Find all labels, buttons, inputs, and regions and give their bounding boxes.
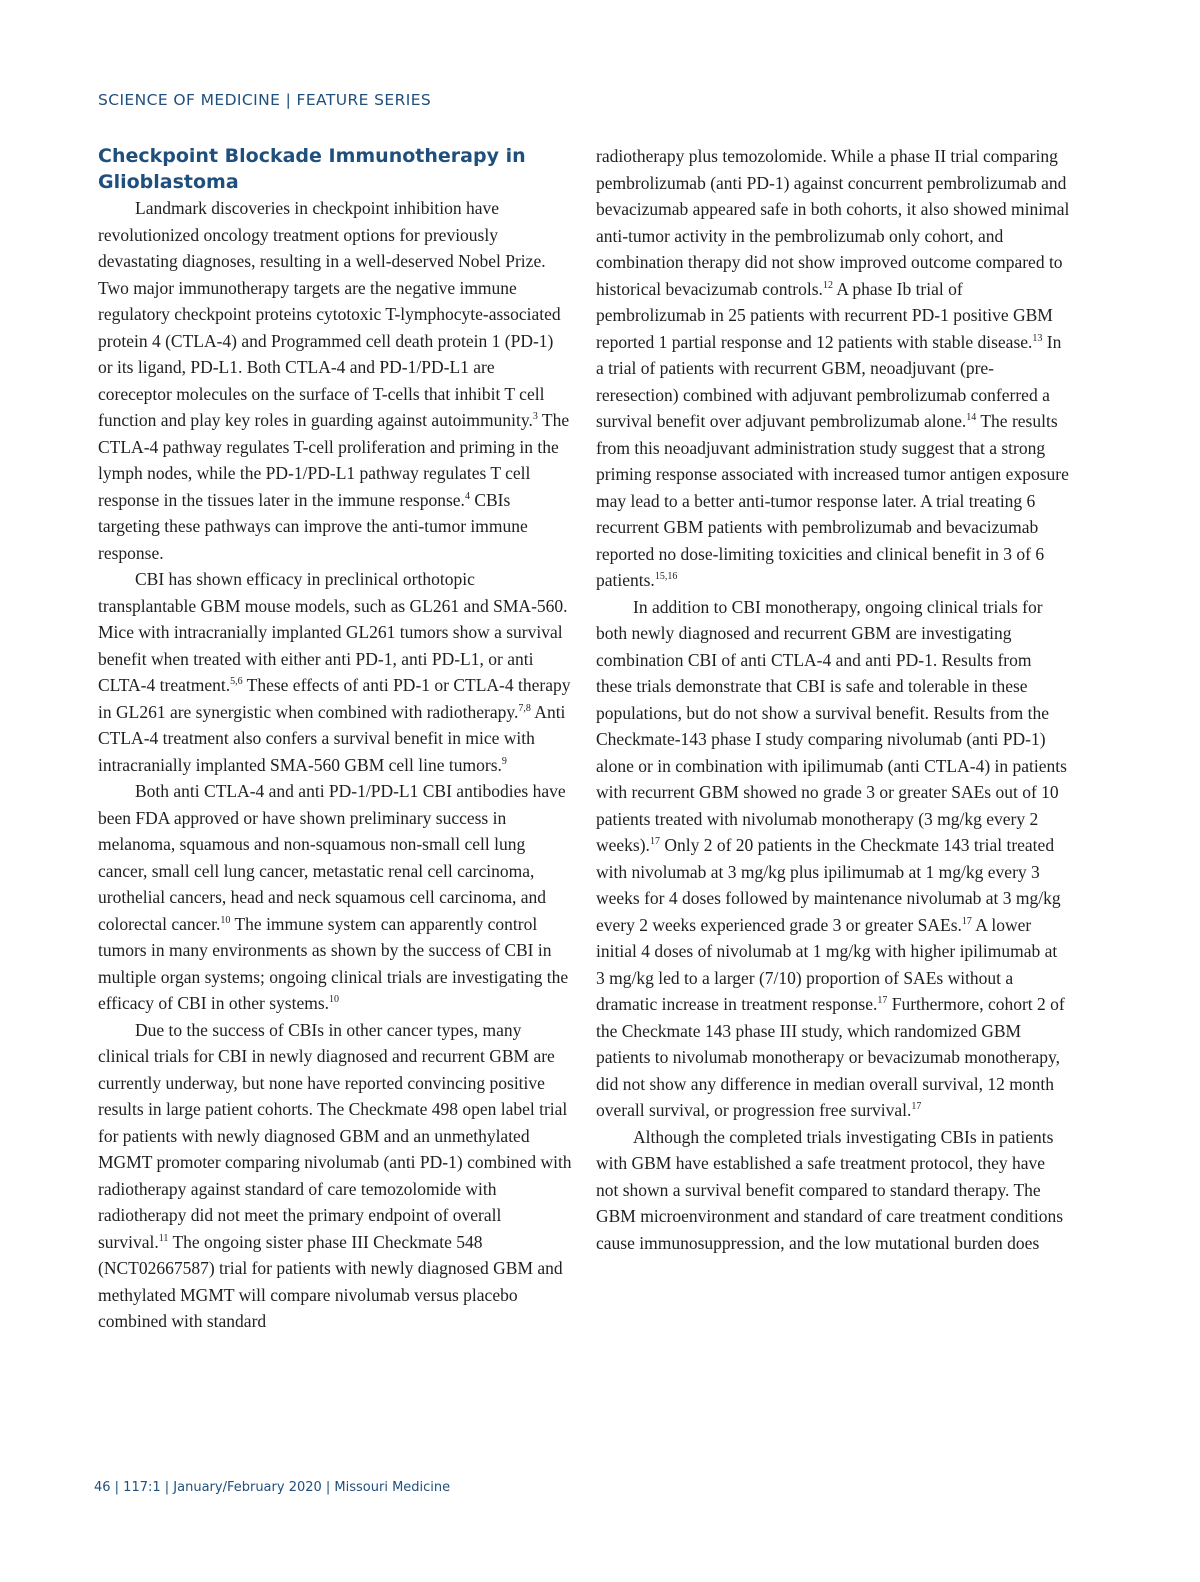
citation-reference: 17 — [961, 915, 972, 927]
citation-reference: 11 — [158, 1232, 169, 1244]
body-paragraph — [98, 566, 572, 778]
body-paragraph — [98, 778, 572, 1017]
paragraph-text: The ongoing sister phase III Checkmate 548 (NCT02667587) trial for patients with newly diagnosed GBM and methylated MGMT will compare nivolumab versus placebo combined with standard — [98, 1231, 563, 1331]
paragraph-text: In addition to CBI monotherapy, ongoing clinical trials for both newly diagnosed and recurrent GBM are investigating combination CBI of anti CTLA-4 and anti PD-1. Results from these trials demonstrate that CBI is safe and tolerable in these populations, but do not show a survival benefit. Results from the Checkmate-143 phase I study comparing nivolumab (anti PD-1) alone or in combination with ipilimumab (anti CTLA-4) in patients with recurrent GBM showed no grade 3 or greater SAEs out of 10 patients treated with nivolumab monotherapy (3 mg/kg every 2 weeks). — [596, 596, 1067, 855]
left-paragraphs — [98, 195, 572, 1335]
paragraph-text: Only 2 of 20 patients in the Checkmate 143 trial treated with nivolumab at 3 mg/kg plus ipilimumab at 1 mg/kg every 3 weeks for 4 doses followed by maintenance nivolumab at 3 mg/kg every 2 weeks experienced grade 3 or greater SAEs. — [596, 835, 1061, 935]
paragraph-text: radiotherapy plus temozolomide. While a phase II trial comparing pembrolizumab (anti PD-1) against concurrent pembrolizumab and bevacizumab appeared safe in both cohorts, it also showed minimal anti-tumor activity in the pembrolizumab only cohort, and combination therapy did not show improved outcome compared to historical bevacizumab controls. — [596, 146, 1070, 299]
citation-reference: 10 — [329, 994, 340, 1006]
citation-reference: 15,16 — [654, 571, 678, 583]
paragraph-text: Anti CTLA-4 treatment also confers a survival benefit in mice with intracranially implanted SMA-560 GBM cell line tumors. — [98, 701, 566, 775]
article-title: Checkpoint Blockade Immunotherapy in Glioblastoma — [98, 145, 526, 193]
body-paragraph — [596, 594, 1070, 1124]
paragraph-text: Although the completed trials investigating CBIs in patients with GBM have established a safe treatment protocol, they have not shown a survival benefit compared to standard therapy. The GBM microenvironment and standard of care treatment conditions cause immunosuppression, and the low mutational burden does — [596, 1126, 1064, 1253]
paragraph-text: The CTLA-4 pathway regulates T-cell proliferation and priming in the lymph nodes, while the PD-1/PD-L1 pathway regulates T cell response in the tissues later in the immune response. — [98, 410, 570, 510]
citation-reference: 4 — [464, 490, 470, 502]
citation-reference: 9 — [501, 755, 507, 767]
paragraph-text: Due to the success of CBIs in other cancer types, many clinical trials for CBI in newly diagnosed and recurrent GBM are currently underway, but none have reported convincing positive results in large patient cohorts. The Checkmate 498 open label trial for patients with newly diagnosed GBM and an unmethylated MGMT promoter comparing nivolumab (anti PD-1) combined with radiotherapy against standard of care temozolomide with radiotherapy did not meet the primary endpoint of overall survival. — [98, 1019, 572, 1252]
paragraph-text: The immune system can apparently control tumors in many environments as shown by the success of CBI in multiple organ systems; ongoing clinical trials are investigating the efficacy of CBI in other systems. — [98, 913, 569, 1013]
citation-reference: 7,8 — [518, 702, 531, 714]
section-kicker: SCIENCE OF MEDICINE | FEATURE SERIES — [98, 91, 432, 109]
body-paragraph — [596, 143, 1070, 594]
citation-reference: 12 — [822, 279, 833, 291]
paragraph-text: The results from this neoadjuvant administration study suggest that a strong priming response associated with increased tumor antigen exposure may lead to a better anti-tumor response later. A trial treating 6 recurrent GBM patients with pembrolizumab and bevacizumab reported no dose-limiting toxicities and clinical benefit in 3 of 6 patients. — [596, 411, 1069, 590]
paragraph-text: In a trial of patients with recurrent GBM, neoadjuvant (pre-reresection) combined with adjuvant pembrolizumab conferred a survival benefit over adjuvant pembrolizumab alone. — [596, 331, 1062, 431]
paragraph-text: A lower initial 4 doses of nivolumab at 1 mg/kg with higher ipilimumab at 3 mg/kg led to a larger (7/10) proportion of SAEs without a dramatic increase in treatment response. — [596, 914, 1058, 1014]
citation-reference: 14 — [966, 412, 977, 424]
page-footer: 46 | 117:1 | January/February 2020 | Missouri Medicine — [94, 1480, 451, 1495]
body-paragraph — [596, 1124, 1070, 1257]
paragraph-text: Furthermore, cohort 2 of the Checkmate 143 phase III study, which randomized GBM patients to nivolumab monotherapy or bevacizumab monotherapy, did not show any difference in median overall survival, 12 month overall survival, or progression free survival. — [596, 994, 1065, 1120]
citation-reference: 5,6 — [230, 676, 243, 688]
paragraph-text: Both anti CTLA-4 and anti PD-1/PD-L1 CBI antibodies have been FDA approved or have shown preliminary success in melanoma, squamous and non-squamous non-small cell lung cancer, small cell lung cancer, metastatic renal cell carcinoma, urothelial cancers, head and neck squamous cell carcinoma, and colorectal cancer. — [98, 781, 566, 934]
right-paragraphs — [596, 143, 1070, 1256]
citation-reference: 17 — [877, 995, 888, 1007]
paragraph-text: CBIs targeting these pathways can improve the anti-tumor immune response. — [98, 489, 528, 563]
paragraph-text: CBI has shown efficacy in preclinical orthotopic transplantable GBM mouse models, such as GL261 and SMA-560. Mice with intracranially implanted GL261 tumors show a survival benefit when treated with either anti PD-1, anti PD-L1, or anti CLTA-4 treatment. — [98, 569, 568, 695]
paragraph-text: These effects of anti PD-1 or CTLA-4 therapy in GL261 are synergistic when combined with radiotherapy. — [98, 675, 571, 722]
citation-reference: 10 — [220, 914, 231, 926]
citation-reference: 17 — [649, 836, 660, 848]
citation-reference: 17 — [911, 1101, 922, 1113]
left-column — [98, 143, 572, 1335]
paragraph-text: A phase Ib trial of pembrolizumab in 25 patients with recurrent PD-1 positive GBM reported 1 partial response and 12 patients with stable disease. — [596, 278, 1053, 352]
right-column — [596, 143, 1070, 1256]
paragraph-text: Landmark discoveries in checkpoint inhibition have revolutionized oncology treatment options for previously devastating diagnoses, resulting in a well-deserved Nobel Prize. Two major immunotherapy targets are the negative immune regulatory checkpoint proteins cytotoxic T-lymphocyte-associated protein 4 (CTLA-4) and Programmed cell death protein 1 (PD-1) or its ligand, PD-L1. Both CTLA-4 and PD-1/PD-L1 are coreceptor molecules on the surface of T-cells that inhibit T cell function and play key roles in guarding against autoimmunity. — [98, 198, 561, 430]
citation-reference: 3 — [532, 411, 538, 423]
body-paragraph — [98, 1017, 572, 1335]
body-paragraph — [98, 195, 572, 566]
citation-reference: 13 — [1032, 332, 1043, 344]
